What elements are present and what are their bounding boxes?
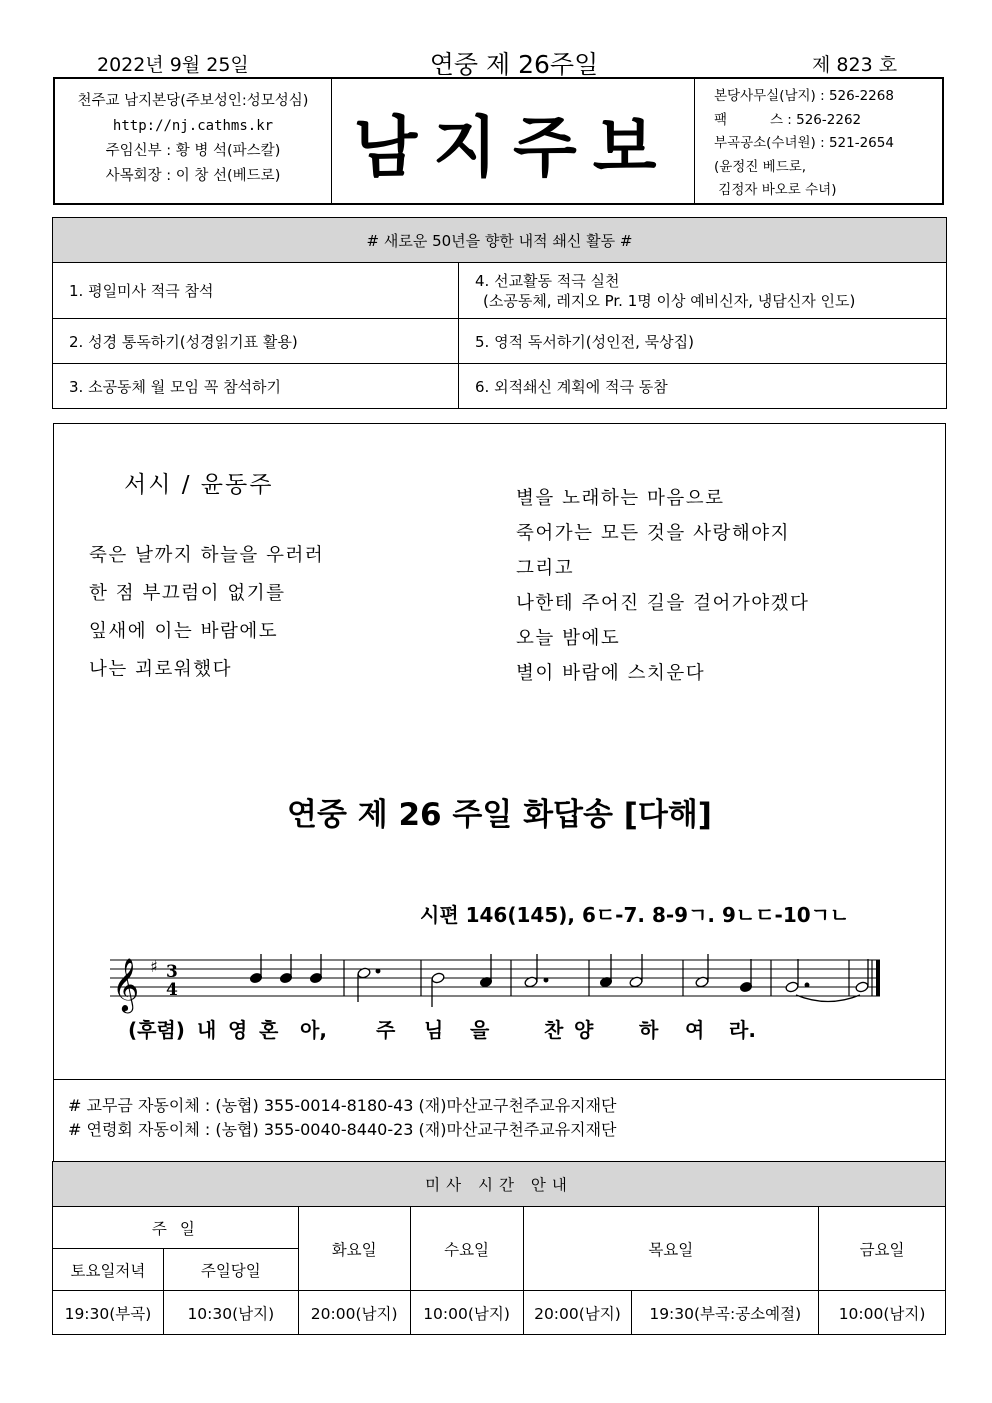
goal-item: 1. 평일미사 적극 참석 — [53, 263, 459, 319]
poem-line: 죽어가는 모든 것을 사랑해야지 — [516, 523, 790, 544]
sunday-header: 주 일 — [53, 1207, 299, 1249]
poem-stanza-2 — [516, 481, 809, 691]
poem-psalm-section — [53, 423, 946, 1080]
friday-header: 금요일 — [819, 1207, 946, 1291]
bulletin-logo: 남지주보 — [353, 107, 673, 186]
goal-item: 2. 성경 통독하기(성경읽기표 활용) — [53, 319, 459, 364]
lyric-syllable: 양 — [574, 1018, 594, 1042]
contact-info — [694, 79, 944, 203]
poem-line: 죽은 날까지 하늘을 우러러 — [89, 545, 325, 566]
music-score — [106, 954, 896, 1014]
poem-line: 한 점 부끄럼이 없기를 — [89, 583, 286, 604]
lyric-syllable: 영 — [228, 1018, 248, 1042]
note — [855, 981, 869, 993]
masthead — [53, 77, 944, 205]
staff-lines — [110, 960, 880, 996]
poem-stanza-1 — [89, 537, 324, 689]
lyric-syllable: 찬 — [544, 1018, 564, 1042]
mass-time: 10:00(남지) — [410, 1291, 523, 1335]
wednesday-header: 수요일 — [410, 1207, 523, 1291]
lyric-syllable: 내 — [197, 1018, 217, 1042]
poem-line: 별을 노래하는 마음으로 — [516, 488, 725, 509]
mass-time: 10:00(남지) — [819, 1291, 946, 1335]
bulletin-date: 2022년 9월 25일 — [97, 54, 249, 76]
account-line: # 교무금 자동이체 : (농협) 355-0014-8180-43 (재)마산교구천주교유지재단 — [68, 1096, 617, 1115]
mass-time: 20:00(남지) — [298, 1291, 410, 1335]
goal-item: 3. 소공동체 월 모임 꼭 참석하기 — [53, 364, 459, 409]
contact-line: 부곡공소(수녀원) : 521-2654 — [714, 135, 894, 151]
account-line: # 연령회 자동이체 : (농협) 355-0040-8440-23 (재)마산교구천주교유지재단 — [68, 1120, 617, 1139]
lyric-syllable: 주 — [376, 1018, 396, 1042]
logo-area — [332, 79, 695, 203]
lyric-syllable: (후렴) — [128, 1018, 185, 1042]
thursday-header: 목요일 — [523, 1207, 819, 1291]
contact-line: 팩 스 : 526-2262 — [714, 111, 862, 128]
mass-time: 19:30(부곡:공소예절) — [632, 1291, 819, 1335]
notes — [249, 954, 869, 1007]
goals-heading: # 새로운 50년을 향한 내적 쇄신 활동 # — [53, 218, 947, 263]
saturday-evening-header: 토요일저녁 — [53, 1249, 164, 1291]
parish-url[interactable]: http://nj.cathms.kr — [112, 118, 274, 134]
poem-title: 서시 / 윤동주 — [124, 472, 274, 498]
lyric-syllable: 하 — [639, 1018, 659, 1042]
tuesday-header: 화요일 — [298, 1207, 410, 1291]
goal-item: 5. 영적 독서하기(성인전, 묵상집) — [459, 319, 947, 364]
poem-line: 잎새에 이는 바람에도 — [89, 621, 279, 642]
mass-schedule-heading: 미사 시간 안내 — [53, 1162, 946, 1207]
time-signature-bottom: 4 — [166, 980, 178, 1000]
poem-line: 별이 바람에 스치운다 — [516, 663, 706, 684]
poem-line: 나한테 주어진 길을 걸어가야겠다 — [516, 593, 810, 614]
poem-line: 그리고 — [516, 558, 575, 579]
poem-line: 나는 괴로워했다 — [89, 659, 232, 680]
mass-time: 19:30(부곡) — [53, 1291, 164, 1335]
goal-item — [459, 263, 947, 319]
lyric-syllable: 여 — [685, 1018, 705, 1042]
treble-clef-icon: 𝄞 — [112, 957, 140, 1011]
goal-item-subtext: (소공동체, 레지오 Pr. 1명 이상 예비신자, 냉담신자 인도) — [483, 291, 856, 310]
time-signature-top: 3 — [166, 962, 178, 982]
council-president: 사목회장 : 이 창 선(베드로) — [105, 168, 281, 184]
pastor-name: 주임신부 : 황 병 석(파스칼) — [105, 143, 281, 159]
mass-schedule-table — [52, 1161, 946, 1335]
note — [431, 972, 445, 984]
goal-item: 6. 외적쇄신 계획에 적극 동참 — [459, 364, 947, 409]
sunday-day-header: 주일당일 — [163, 1249, 298, 1291]
lyric-syllable: 혼 — [259, 1018, 279, 1042]
bank-accounts — [53, 1080, 946, 1161]
contact-line: (윤정진 베드로, — [714, 158, 807, 175]
note — [785, 981, 799, 993]
contact-line: 본당사무실(남지) : 526-2268 — [714, 88, 894, 104]
parish-info — [55, 79, 332, 203]
sharp-sign-icon: ♯ — [150, 957, 158, 976]
psalm-reference: 시편 146(145), 6ㄷ-7. 8-9ㄱ. 9ㄴㄷ-10ㄱㄴ — [420, 903, 850, 927]
mass-time: 20:00(남지) — [523, 1291, 632, 1335]
renewal-goals-table — [52, 217, 947, 409]
lyric-syllable: 라. — [729, 1018, 756, 1042]
sunday-title: 연중 제 26주일 — [429, 50, 599, 79]
contact-line: 김정자 바오로 수녀) — [714, 182, 837, 198]
parish-name: 천주교 남지본당(주보성인:성모성심) — [77, 93, 309, 109]
lyric-syllable: 아, — [300, 1018, 327, 1042]
mass-time: 10:30(남지) — [163, 1291, 298, 1335]
psalm-title: 연중 제 26 주일 화답송 [다해] — [287, 797, 712, 833]
lyric-syllable: 을 — [470, 1018, 490, 1042]
goal-item-text: 4. 선교활동 적극 실천 — [475, 271, 620, 290]
lyric-syllable: 님 — [424, 1018, 444, 1042]
poem-line: 오늘 밤에도 — [516, 628, 621, 649]
issue-number: 제 823 호 — [812, 54, 898, 76]
